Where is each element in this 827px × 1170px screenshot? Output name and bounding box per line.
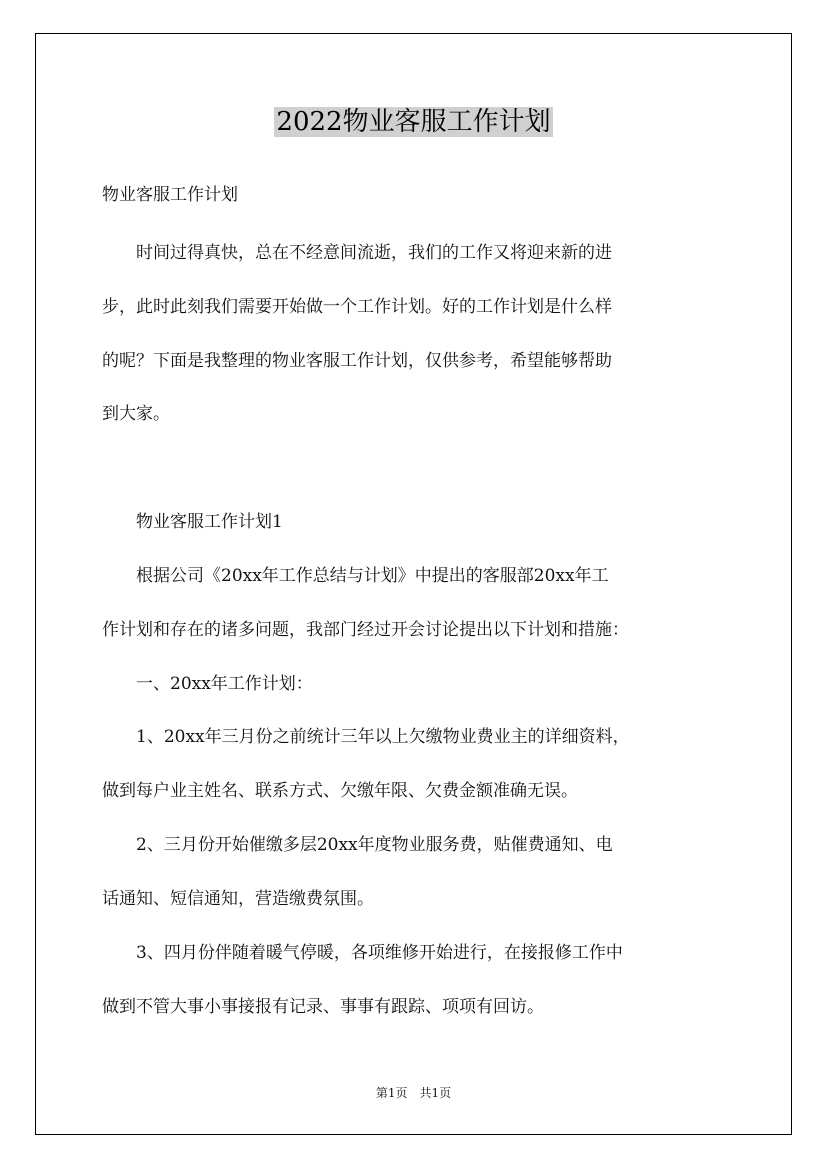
paragraph-line: 1、20xx年三月份之前统计三年以上欠缴物业费业主的详细资料， [102, 727, 630, 747]
paragraph-line: 的呢？下面是我整理的物业客服工作计划，仅供参考，希望能够帮助 [102, 351, 612, 371]
paragraph-line: 时间过得真快，总在不经意间流逝，我们的工作又将迎来新的进 [102, 243, 612, 263]
paragraph-line: 话通知、短信通知，营造缴费氛围。 [102, 889, 374, 909]
paragraph-line: 作计划和存在的诸多问题，我部门经过开会讨论提出以下计划和措施： [102, 620, 629, 640]
paragraph-line: 根据公司《20xx年工作总结与计划》中提出的客服部20xx年工 [102, 566, 609, 586]
paragraph-line: 一、20xx年工作计划： [102, 674, 313, 694]
section-heading: 物业客服工作计划1 [102, 512, 283, 532]
paragraph-line: 2、三月份开始催缴多层20xx年度物业服务费，贴催费通知、电 [102, 835, 613, 855]
page-footer: 第1页 共1页 [375, 1086, 452, 1100]
title-text: 2022物业客服工作计划 [276, 107, 551, 137]
paragraph-line: 步，此时此刻我们需要开始做一个工作计划。好的工作计划是什么样 [102, 297, 612, 317]
paragraph-line: 做到不管大事小事接报有记录、事事有跟踪、项项有回访。 [102, 997, 544, 1017]
paragraph-line: 3、四月份伴随着暖气停暖，各项维修开始进行，在接报修工作中 [102, 943, 623, 963]
paragraph-line: 到大家。 [102, 404, 170, 424]
paragraph-line: 做到每户业主姓名、联系方式、欠缴年限、欠费金额准确无误。 [102, 781, 578, 801]
document-title [0, 104, 827, 140]
subtitle: 物业客服工作计划 [102, 185, 238, 205]
